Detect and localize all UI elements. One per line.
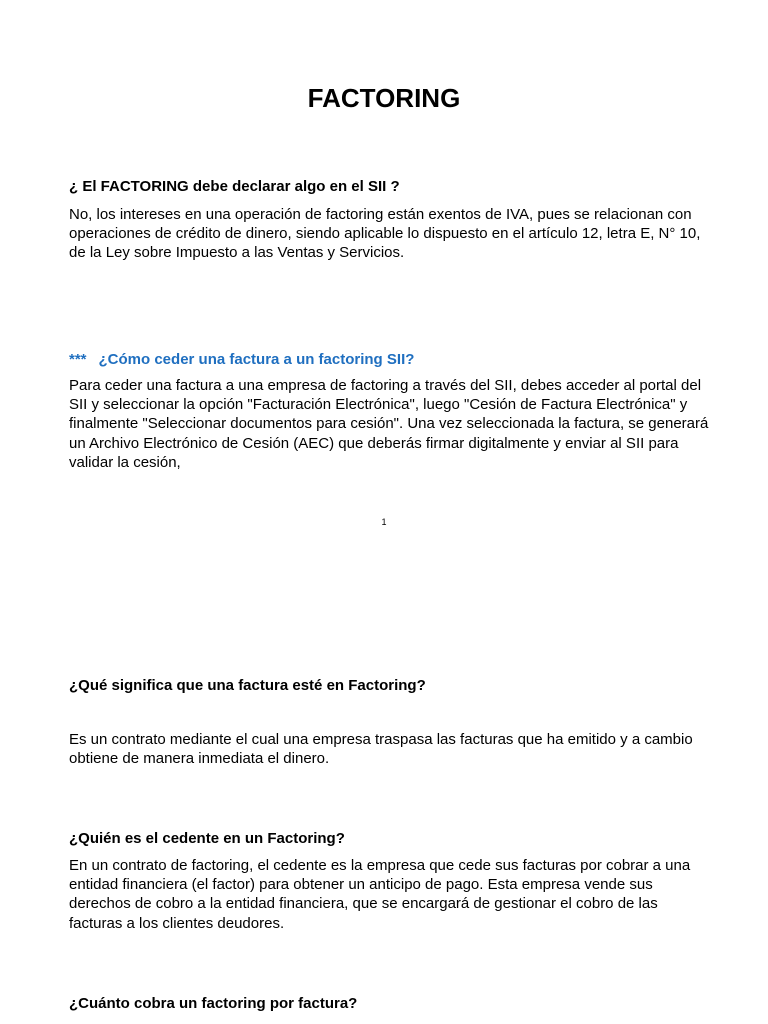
- answer-paragraph-sii-declaration: No, los intereses en una operación de factoring están exentos de IVA, pues se relacionan con operaciones de crédito de dinero, siendo aplicable lo dispuesto en el artículo 12, letra E, N° 10, de la Ley sobre Impuesto a las Ventas y Servicios.: [69, 206, 701, 262]
- question-text: ¿Cómo ceder una factura a un factoring SII?: [98, 351, 415, 368]
- question-heading-factura-en-factoring: ¿Qué significa que una factura esté en Factoring?: [69, 677, 426, 694]
- answer-paragraph-cedente: En un contrato de factoring, el cedente es la empresa que cede sus facturas por cobrar a una entidad financiera (el factor) para obtener un anticipo de pago. Esta empresa vende sus derechos de cobro a la entidad financiera, que se encargará de gestionar el cobro de las facturas a los clientes deudores.: [69, 857, 691, 932]
- cut-off-text-line: [69, 1019, 569, 1024]
- question-heading-sii-declaration: ¿ El FACTORING debe declarar algo en el SII ?: [69, 178, 400, 195]
- page-number: 1: [381, 517, 387, 527]
- question-heading-ceder-factura: [69, 350, 709, 369]
- answer-paragraph-factura-en-factoring: Es un contrato mediante el cual una empresa traspasa las facturas que ha emitido y a cambio obtiene de manera inmediata el dinero.: [69, 731, 693, 768]
- answer-paragraph-ceder-factura: Para ceder una factura a una empresa de factoring a través del SII, debes acceder al portal del SII y seleccionar la opción "Facturación Electrónica", luego "Cesión de Factura Electrónica" y finalmente "Seleccionar documentos para cesión". Una vez seleccionada la factura, se generará un Archivo Electrónico de Cesión (AEC) que deberás firmar digitalmente y enviar al SII para validar la cesión,: [69, 377, 709, 471]
- highlight-stars: ***: [69, 351, 87, 368]
- question-heading-cedente: ¿Quién es el cedente en un Factoring?: [69, 830, 345, 847]
- question-heading-costo-factoring: ¿Cuánto cobra un factoring por factura?: [69, 995, 358, 1012]
- page-title: FACTORING: [307, 83, 461, 113]
